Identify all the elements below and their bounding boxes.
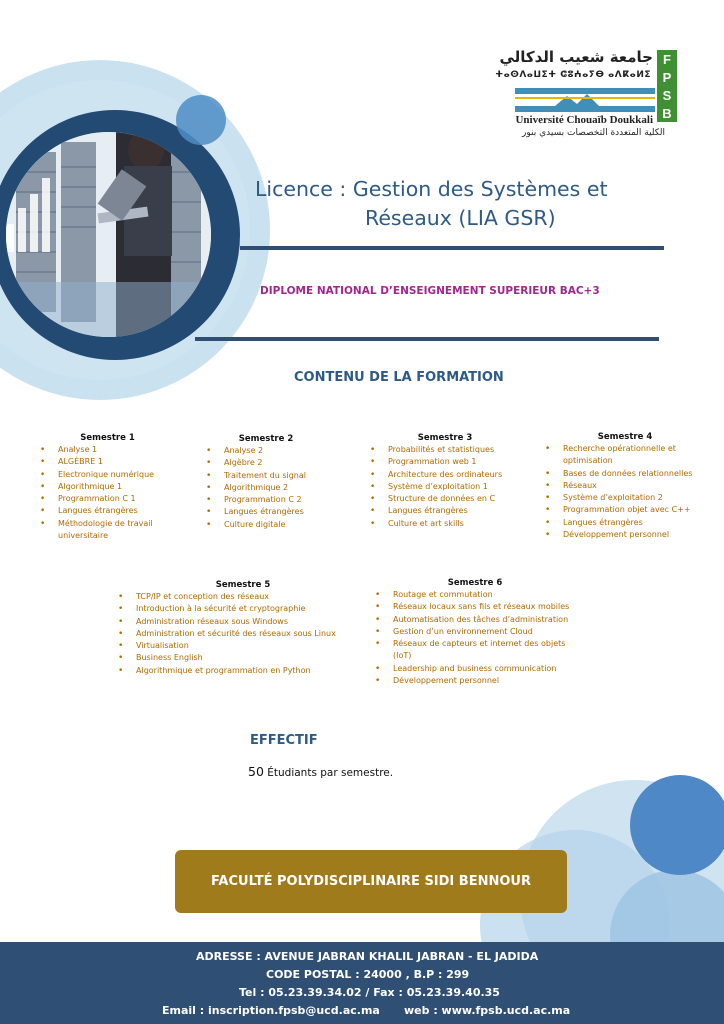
logo-university-name: Université Chouaïb Doukkali	[515, 114, 653, 126]
section-title-effectif: EFFECTIF	[250, 733, 318, 748]
course-list	[545, 443, 705, 541]
decorative-circle-accent	[176, 95, 226, 145]
course-item: • Méthodologie de travail universitaire	[40, 518, 175, 543]
course-item: • Electronique numérique	[40, 469, 175, 481]
logo-letter: P	[662, 69, 672, 85]
course-item: • Architecture des ordinateurs	[370, 469, 520, 481]
footer	[0, 942, 724, 1024]
effectif-number: 50	[248, 764, 264, 779]
course-item: • Gestion d’un environnement Cloud	[375, 626, 575, 638]
course-item: • Culture et art skills	[370, 518, 520, 530]
course-item: • Analyse 2	[206, 445, 326, 457]
course-item: • Traitement du signal	[206, 470, 326, 482]
course-item: • Programmation objet avec C++	[545, 504, 705, 516]
course-item: • Algorithmique et programmation en Python	[118, 665, 368, 677]
logo-tifinagh-name: ⵜⴰⵙⴷⴰⵡⵉⵜ ⵛⵓⵄⴰⵢⴱ ⴰⴷⴽⴰⵍⵉ	[495, 70, 651, 80]
logo-letter: F	[663, 51, 671, 67]
logo-fpsb-badge	[657, 50, 677, 122]
course-item: • Programmation C 1	[40, 493, 175, 505]
semester-block-6	[375, 578, 575, 687]
logo-faculty-arabic: الكلية المتعددة التخصصات بسيدي بنور	[522, 128, 665, 138]
course-item: • Probabilités et statistiques	[370, 444, 520, 456]
course-item: • Langues étrangères	[40, 505, 175, 517]
logo-letter: B	[662, 105, 672, 121]
course-list	[206, 445, 326, 531]
course-item: • Système d’exploitation 1	[370, 481, 520, 493]
semester-title: Semestre 3	[417, 433, 473, 443]
course-item: • Réseaux locaux sans fils et réseaux mobiles	[375, 601, 575, 613]
course-item: • Recherche opérationnelle et optimisation	[545, 443, 685, 468]
title-line-1: Licence : Gestion des Systèmes et	[255, 177, 608, 201]
course-list	[375, 589, 575, 687]
faculty-banner	[175, 850, 567, 913]
university-logo	[495, 42, 685, 140]
course-list	[40, 444, 175, 542]
footer-phone: Tel : 05.23.39.34.02 / Fax : 05.23.39.40.35	[239, 986, 500, 999]
course-item: • Analyse 1	[40, 444, 175, 456]
semester-title: Semestre 6	[447, 578, 503, 588]
footer-address: ADRESSE : AVENUE JABRAN KHALIL JABRAN - EL JADIDA	[196, 950, 539, 963]
server-room-photo	[6, 132, 211, 337]
semester-block-1	[40, 433, 175, 542]
semester-title: Semestre 5	[215, 580, 271, 590]
course-item: • Réseaux de capteurs et internet des objets (IoT)	[375, 638, 575, 663]
course-item: • ALGÈBRE 1	[40, 456, 175, 468]
page-title	[255, 175, 675, 233]
course-item: • Algorithmique 1	[40, 481, 175, 493]
effectif-label: Étudiants par semestre.	[263, 767, 394, 779]
course-list	[370, 444, 520, 530]
course-item: • Algèbre 2	[206, 457, 326, 469]
divider	[195, 337, 659, 341]
semester-block-4	[545, 432, 705, 541]
course-item: • Bases de données relationnelles	[545, 468, 705, 480]
semester-block-2	[206, 434, 326, 531]
effectif-text	[248, 764, 393, 779]
semester-title: Semestre 1	[80, 433, 135, 443]
course-item: • Structure de données en C	[370, 493, 520, 505]
course-item: • Virtualisation	[118, 640, 368, 652]
decorative-circle-bottom-accent	[630, 775, 724, 875]
course-item: • Développement personnel	[545, 529, 705, 541]
logo-emblem-icon	[515, 84, 655, 114]
semester-block-5	[118, 580, 368, 677]
logo-arabic-name: جامعة شعيب الدكالي	[499, 48, 653, 66]
semester-title: Semestre 4	[597, 432, 653, 442]
diploma-subtitle: DIPLOME NATIONAL D’ENSEIGNEMENT SUPERIEUR BAC+3	[260, 285, 600, 297]
course-item: • Développement personnel	[375, 675, 575, 687]
course-list	[118, 591, 368, 677]
course-item: • Système d’exploitation 2	[545, 492, 705, 504]
faculty-banner-label: FACULTÉ POLYDISCIPLINAIRE SIDI BENNOUR	[211, 874, 531, 889]
course-item: • Réseaux	[545, 480, 705, 492]
course-item: • Introduction à la sécurité et cryptographie	[118, 603, 368, 615]
course-item: • Business English	[118, 652, 368, 664]
course-item: • Algorithmique 2	[206, 482, 326, 494]
course-item: • Langues étrangères	[545, 517, 705, 529]
title-line-2: Réseaux (LIA GSR)	[365, 206, 556, 230]
course-item: • Leadership and business communication	[375, 663, 575, 675]
semester-block-3	[370, 433, 520, 530]
course-item: • Routage et commutation	[375, 589, 575, 601]
course-item: • Langues étrangères	[206, 506, 326, 518]
course-item: • Langues étrangères	[370, 505, 520, 517]
course-item: • TCP/IP et conception des réseaux	[118, 591, 368, 603]
course-item: • Programmation web 1	[370, 456, 520, 468]
footer-web-link[interactable]: web : www.fpsb.ucd.ac.ma	[404, 1004, 571, 1017]
course-item: • Culture digitale	[206, 519, 326, 531]
divider	[240, 246, 664, 250]
footer-email-link[interactable]: Email : inscription.fpsb@ucd.ac.ma	[162, 1004, 380, 1017]
logo-letter: S	[662, 87, 672, 103]
course-item: • Automatisation des tâches d’administration	[375, 614, 575, 626]
footer-postal: CODE POSTAL : 24000 , B.P : 299	[266, 968, 470, 981]
course-item: • Administration et sécurité des réseaux sous Linux	[118, 628, 368, 640]
semester-title: Semestre 2	[238, 434, 294, 444]
section-title-contenu: CONTENU DE LA FORMATION	[294, 370, 504, 385]
course-item: • Programmation C 2	[206, 494, 326, 506]
course-item: • Administration réseaux sous Windows	[118, 616, 368, 628]
